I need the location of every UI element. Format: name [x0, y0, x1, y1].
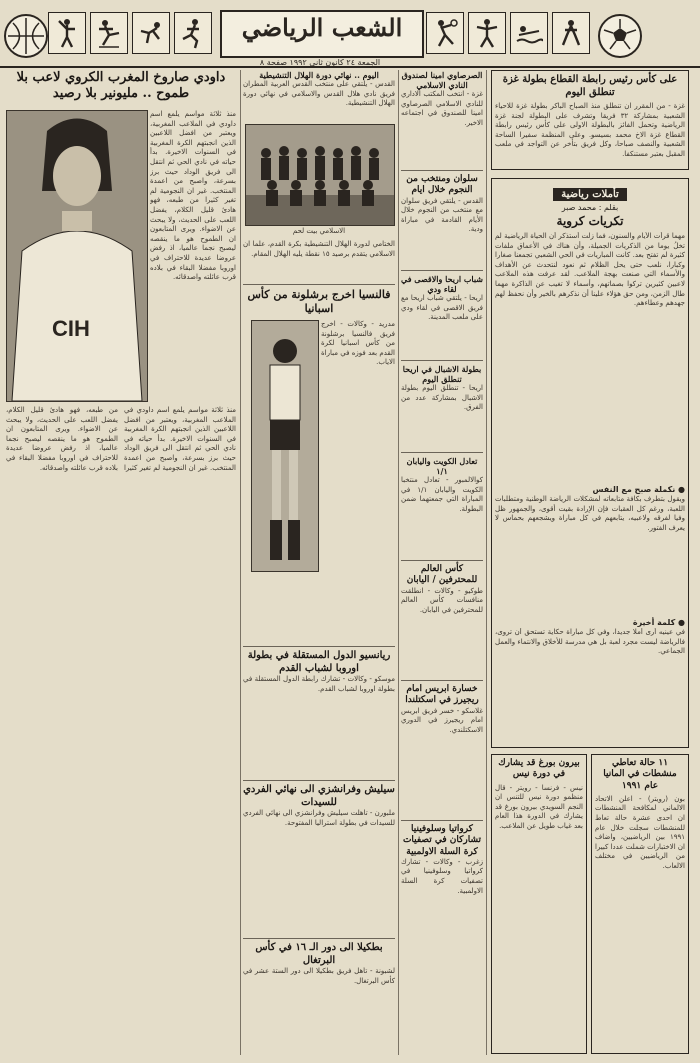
- shirt-sponsor: CIH: [52, 316, 90, 341]
- treasurer-headline: الصرصاوي امينا لصندوق النادي الاسلامي: [401, 70, 483, 90]
- story-valencia: [243, 288, 395, 316]
- valencia-text: مدريد - وكالات - اخرج فريق فالنسيا برشلونة من كأس اسبانيا لكرة القدم بعد فوزه في مباراة الاياب.: [321, 320, 395, 367]
- gymnastics-icon: [468, 12, 506, 54]
- story-treasurer: [401, 70, 483, 150]
- newspaper-title-box: [220, 10, 424, 58]
- cis-youth-text: موسكو - وكالات - تشارك رابطة الدول المستقلة في بطولة اوروبا لشباب القدم.: [243, 675, 395, 693]
- basketball-player-icon: [48, 12, 86, 54]
- swimming-icon: [510, 12, 548, 54]
- lead-headline: على كأس رئيس رابطة القطاع بطولة غزة تنطلق اليوم: [502, 74, 678, 98]
- borg-headline: بيرون بورغ قد يشارك في دورة نيس: [498, 758, 580, 780]
- hilal-continued-text: الختامي لدورة الهلال التنشيطية بكرة القدم، علما ان الاسلامي يتقدم برصيد ١٥ نقطة يليه الهلال المقام.: [243, 240, 395, 258]
- jericho-headline: شباب اريحا والاقصى في لقاء ودي: [401, 274, 483, 294]
- borg-story-box: [491, 754, 587, 1054]
- daoudi-text: منذ ثلاثة مواسم يلمع اسم داودي في الملاعب المغربية، ويعتبر من افضل اللاعبين الذين انجبتهم الكرة المغربية في السنوات الاخيرة. بدأ حياته في نادي الحي ثم انتقل الى فريق الوداد حيث برز بسرعة، واصبح من اعمدة المنتخب. غير ان النجومية لم تغير كثيرا من طبعه، فهو هادئ قليل الكلام، يفضل اللعب على الحديث، ولا يبحث عن الاضواء. ويرى المتابعون ان الطموح هو ما ينقصه ليصبح نجما عالميا، اذ رفض عروضا عديدة للاحتراف في اوروبا مفضلا البقاء في بلاده قرب عائلته واصدقائه.: [150, 110, 236, 282]
- story-kuwait-japan: [401, 456, 483, 550]
- daoudi-headline: داودي صاروخ المغرب الكروي لاعب بلا طموح .. مليونير بلا رصيد: [16, 70, 226, 102]
- basketball-olympic-headline: كرواتيا وسلوفينيا تشاركان في تصفيات كرة السلة الاولمبية: [402, 824, 482, 857]
- silwan-headline: سلوان ومنتخب من النجوم خلال ايام: [406, 174, 478, 196]
- story-jericho: [401, 274, 483, 348]
- column-subtext-1: ويقول بتطرف بكافة متابعاته لمشكلات الرياضة الوطنية ومتطلبات اللعبة، ورغم كل العقبات فإن الإرادة بقيت أقوى، والجمهور ظل وفيا لفرقه ولاعبيه، يتابعهم في كل مباراة ويشجعهم بحماس لا يعرف الفتور.: [495, 495, 685, 532]
- cis-youth-headline: ريانسيو الدول المستقلة في بطولة اوروبا لشباب القدم: [247, 650, 391, 674]
- portugal-cup-headline: بطكيلا الى دور الـ ١٦ في كأس البرتغال: [255, 942, 383, 966]
- valencia-headline: فالنسيا اخرج برشلونة من كأس اسبانيا: [247, 288, 391, 315]
- column-center-right: [398, 70, 485, 1055]
- story-cis-youth: [243, 650, 395, 765]
- football-icon: [598, 14, 642, 58]
- masthead: [0, 8, 700, 68]
- opinion-column-box: [491, 178, 689, 748]
- hurdles-icon: [90, 12, 128, 54]
- doping-text: بون (رويتر) - اعلن الاتحاد الالماني لمكافحة المنشطات ان احدى عشرة حالة تعاط للمنشطات سجلت خلال عام ١٩٩١ بين الرياضيين، واضاف ان الاختبارات شملت عددا كبيرا من الرياضيين في مختلف الالعاب.: [595, 794, 685, 870]
- basketball-olympic-text: زغرب - وكالات - تشارك كرواتيا وسلوفينيا في تصفيات كرة السلة الاولمبية.: [401, 857, 483, 895]
- column-left: [4, 70, 238, 1055]
- silwan-text: القدس - يلتقي فريق سلوان مع منتخب من النجوم خلال الأيام القادمة في مباراة ودية.: [401, 196, 483, 234]
- daoudi-text-continued: منذ ثلاثة مواسم يلمع اسم داودي في الملاعب المغربية، ويعتبر من افضل اللاعبين الذين انجبتهم الكرة المغربية في السنوات الاخيرة. بدأ حياته في نادي الحي ثم انتقل الى فريق الوداد حيث برز بسرعة، واصبح من اعمدة المنتخب. غير ان النجومية لم تغير كثيرا من طبعه، فهو هادئ قليل الكلام، يفضل اللعب على الحديث، ولا يبحث عن الاضواء. ويرى المتابعون ان الطموح هو ما ينقصه ليصبح نجما عالميا، اذ رفض عروضا عديدة للاحتراف في اوروبا مفضلا البقاء في بلاده قرب عائلته واصدقائه.: [6, 406, 236, 472]
- australian-open-headline: سيليش وفرانشزي الى نهائي الفردي للسيدات: [243, 784, 395, 808]
- hilal-continued: [243, 240, 395, 278]
- story-hilal-final: [243, 70, 395, 110]
- column-right: [486, 70, 693, 1055]
- story-silwan: [401, 174, 483, 261]
- column-author: بقلم : محمد صبر: [561, 203, 619, 212]
- treasurer-text: غزة - انتخب المكتب الاداري للنادي الاسلامي الصرصاوي امينا للصندوق في اجتماعه الاخير.: [401, 90, 483, 127]
- column-tag: تأملات رياضية: [553, 188, 627, 201]
- team-photo: [245, 124, 395, 226]
- column-title: تكريات كروية: [556, 214, 624, 228]
- kuwait-japan-headline: تعادل الكويت واليابان ١/١: [406, 456, 478, 476]
- scotland-headline: خسارة ابريس امام ريجيرز في اسكتلندا: [405, 684, 479, 706]
- goalkeeper-icon: [552, 12, 590, 54]
- running-icon: [174, 12, 212, 54]
- hilal-final-headline: اليوم .. نهائي دورة الهلال التنشيطية: [259, 70, 379, 80]
- story-daoudi: [6, 70, 236, 103]
- column-center: [240, 70, 397, 1055]
- jericho-text: اريحا - يلتقي شباب اريحا مع فريق الاقصى في لقاء ودي على ملعب المدينة.: [401, 294, 483, 322]
- doping-headline: ١١ حالة تعاطي منشطات في المانيا عام ١٩٩١: [603, 758, 677, 791]
- scotland-text: غلاسكو - خسر فريق ابريس امام ريجيرز في الدوري الاسكتلندي.: [401, 706, 483, 734]
- high-jump-icon: [132, 12, 170, 54]
- lead-text: غزة - من المقرر ان تنطلق منذ الصباح الباكر بطولة غزة للاحياء الشعبية بمشاركة ٣٢ فريقا وتشرف على البطولة لجنة غزة الرياضية وتحمل الفائز بالبطولة الاولى على كأس رئيس رابطة القطاع غزة الاخ محمد بسيسو. وعلى المنظمة سفيرا الساحة الشعبية والنصف صباحا، وكل فريق بتأخر عن التواجد في ملعب المقبل بعتبر مستنكفا.: [495, 102, 685, 158]
- newspaper-title: الشعب الرياضي: [241, 13, 403, 42]
- team-photo-caption: الاسلامي بيت لحم: [292, 227, 346, 235]
- tennis-icon: [426, 12, 464, 54]
- kuwait-japan-text: كوالالمبور - تعادل منتخبا الكويت واليابان ١/١ في المباراة التي جمعتهما ضمن البطولة.: [401, 476, 483, 513]
- basketball-icon: [4, 14, 48, 58]
- borg-text: نيس - فرنسا - رويتر - قال منظمو دورة نيس للتنس ان النجم السويدي بيرون بورغ قد يشارك في الدورة هذا العام بعد غياب طويل عن الملاعب.: [495, 783, 583, 830]
- column-subhead-1: ● نكملة صبح مع النفس: [592, 485, 685, 494]
- world-cup-pro-headline: كأس العالم للمحترفين / اليابان: [406, 564, 478, 586]
- story-cubs: [401, 364, 483, 438]
- daoudi-photo: [6, 110, 148, 402]
- daoudi-text-side: [150, 110, 236, 400]
- column-text: مهما قرأت الأيام والسنون، فما زلت أستذكر أن الحياة الرياضية لم تخلُ يوما من الذكريات الجميلة، وأن هناك في الأعماق ملفات كثيرة لم تفتح بعد. كانت المباريات في الحي الشعبي تجمعنا صغارا وكبارا، نلعب حتى يحل الظلام ثم نعود لنتحدث عن الأهداف والأسماء التي صنعت بهجة الملاعب. لقد عرفت هذه الملاعب لاعبين كثيرين تركوا بصماتهم، وأسماء لا تغيب عن الذاكرة مهما طال الزمن، ومن حق هؤلاء علينا أن نذكرهم بالخير وأن نحفظ لهم جهدهم وعطاءهم.: [495, 232, 685, 308]
- dateline: الجمعة ٢٤ كانون ثاني ١٩٩٢ صفحة ٨: [259, 58, 381, 67]
- world-cup-pro-text: طوكيو - وكالات - انطلقت منافسات كأس العالم للمحترفين في اليابان.: [401, 586, 483, 614]
- story-basketball-olympic: [401, 824, 483, 1018]
- portugal-cup-text: لشبونة - تأهل فريق بطكيلا الى دور الستة عشر في كأس البرتغال.: [243, 967, 395, 985]
- story-world-cup-pro: [401, 564, 483, 661]
- doping-story-box: [591, 754, 689, 1054]
- valencia-text-block: [321, 320, 395, 620]
- daoudi-text-lower: [6, 406, 236, 1046]
- lead-story-box: [491, 70, 689, 170]
- cubs-headline: بطولة الاشبال في اريحا تنطلق اليوم: [402, 364, 482, 384]
- player-photo: [251, 320, 319, 572]
- hilal-final-text: القدس - يلتقي على منتخب القدس العربية المطران فريق نادي هلال القدس والاسلامي في نهائي دورة الهلال التنشيطية.: [243, 80, 395, 108]
- australian-open-text: ملبورن - تأهلت سيليش وفرانشزي الى نهائي الفردي للسيدات في بطولة استراليا المفتوحة.: [243, 809, 395, 827]
- column-subtext-2: في عينيه أرى أملا جديدا، وفي كل مباراة حكاية تستحق أن تروى، فالرياضة ليست مجرد لعبة بل هي مدرسة للأخلاق والانتماء والعمل الجماعي.: [495, 628, 685, 656]
- story-australian-open: [243, 784, 395, 919]
- column-subhead-2: ● كلمة أخيرة: [632, 618, 685, 627]
- story-portugal-cup: [243, 942, 395, 1037]
- story-scotland: [401, 684, 483, 797]
- cubs-text: اريحا - تنطلق اليوم بطولة الاشبال بمشاركة عدد من الفرق.: [401, 384, 483, 412]
